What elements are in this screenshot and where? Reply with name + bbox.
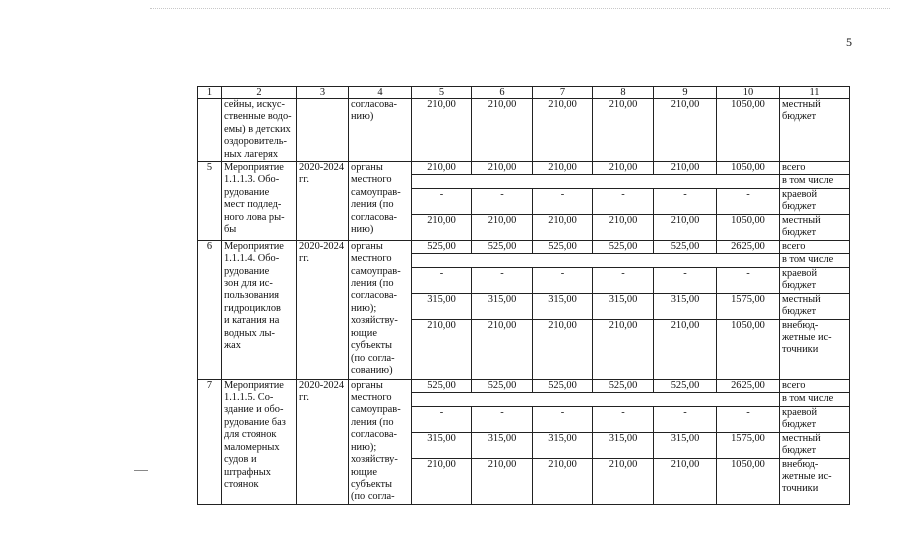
executor-cell-line: нию);: [351, 302, 377, 314]
value-cell: 210,00: [654, 162, 717, 175]
source-cell: [780, 432, 850, 458]
value-cell: 1050,00: [717, 162, 780, 175]
executor-cell-line: ления (по: [351, 416, 394, 428]
table-row: [198, 379, 850, 392]
value-cell: -: [472, 267, 533, 293]
period-cell-line: гг.: [299, 253, 309, 265]
value-cell: 315,00: [533, 293, 593, 319]
measure-name-cell-line: 1.1.1.3. Обо-: [224, 174, 280, 186]
executor-cell-line: ления (по: [351, 199, 394, 211]
measure-name-cell: [222, 99, 297, 162]
value-cell: -: [533, 267, 593, 293]
executor-cell: [349, 379, 412, 504]
measure-name-cell-line: Мероприятие: [224, 240, 284, 252]
measure-name-cell-line: мест подлед-: [224, 199, 282, 211]
measure-name-cell-line: 1.1.1.5. Со-: [224, 392, 274, 404]
executor-cell-line: субъекты: [351, 478, 392, 490]
value-cell: 315,00: [654, 432, 717, 458]
value-cell: 315,00: [472, 432, 533, 458]
source-cell: [780, 99, 850, 162]
measure-name-cell-line: Мероприятие: [224, 379, 284, 391]
value-cell: 315,00: [412, 293, 472, 319]
value-cell: 210,00: [412, 99, 472, 162]
executor-cell-line: (по согла-: [351, 491, 395, 503]
measure-name-cell-line: для стоянок: [224, 429, 277, 441]
executor-cell: [349, 240, 412, 379]
value-cell: 525,00: [654, 240, 717, 253]
source-cell-line: точники: [782, 483, 819, 495]
table-row: [198, 162, 850, 175]
measure-name-cell-line: стоянок: [224, 478, 259, 490]
value-cell: 210,00: [412, 162, 472, 175]
period-cell-line: 2020-2024: [299, 240, 345, 252]
page-number: 5: [846, 35, 852, 49]
value-cell: 525,00: [593, 240, 654, 253]
value-cell: 315,00: [533, 432, 593, 458]
measure-name-cell-line: рудование баз: [224, 416, 286, 428]
value-cell: 210,00: [593, 99, 654, 162]
value-cell: 1050,00: [717, 214, 780, 240]
measure-name-cell-line: маломерных: [224, 441, 280, 453]
source-cell-line: краевой: [782, 267, 818, 279]
value-cell: -: [593, 267, 654, 293]
header-cell-8: 8: [593, 87, 654, 99]
executor-cell-line: согласова-: [351, 211, 397, 223]
value-cell: 210,00: [593, 162, 654, 175]
value-cell: 1575,00: [717, 432, 780, 458]
executor-cell-line: органы: [351, 162, 383, 174]
executor-cell-line: местного: [351, 174, 392, 186]
executor-cell-line: субъекты: [351, 340, 392, 352]
measure-name-cell-line: рудование: [224, 186, 270, 198]
source-cell-line: бюджет: [782, 227, 817, 239]
executor-cell-line: органы: [351, 379, 383, 391]
value-cell: 210,00: [412, 319, 472, 379]
scan-artifact-margin-mark: [134, 470, 148, 471]
measure-name-cell-line: Мероприятие: [224, 162, 284, 174]
header-cell-7: 7: [533, 87, 593, 99]
period-cell: [297, 240, 349, 379]
value-cell: 315,00: [654, 293, 717, 319]
executor-cell-line: нию);: [351, 441, 377, 453]
measure-name-cell-line: судов и: [224, 454, 257, 466]
measure-name-cell-line: гидроциклов: [224, 302, 281, 314]
period-cell: [297, 162, 349, 241]
value-cell: -: [533, 188, 593, 214]
value-cell: 210,00: [533, 214, 593, 240]
value-cell: -: [717, 406, 780, 432]
table-row: [198, 240, 850, 253]
measure-name-cell-line: 1.1.1.4. Обо-: [224, 253, 280, 265]
budget-table: [197, 86, 850, 505]
header-cell-11: 11: [780, 87, 850, 99]
executor-cell-line: сованию): [351, 364, 393, 376]
executor-cell-line: самоуправ-: [351, 404, 401, 416]
source-cell: [780, 293, 850, 319]
value-cell: 210,00: [533, 319, 593, 379]
row-number-cell: 7: [198, 379, 222, 504]
executor-cell-line: нию): [351, 111, 374, 123]
value-cell: -: [412, 188, 472, 214]
value-cell: 210,00: [654, 319, 717, 379]
row-number-cell: [198, 99, 222, 162]
source-cell-line: местный: [782, 293, 821, 305]
value-cell: 315,00: [593, 293, 654, 319]
executor-cell-line: хозяйству-: [351, 454, 398, 466]
source-cell-line: жетные ис-: [782, 332, 832, 344]
value-cell: 210,00: [472, 319, 533, 379]
measure-name-cell-line: здание и обо-: [224, 404, 284, 416]
measure-name-cell-line: оздоровитель-: [224, 136, 287, 148]
row-number-cell: 6: [198, 240, 222, 379]
value-cell: 210,00: [472, 214, 533, 240]
source-cell: [780, 319, 850, 379]
period-cell-line: гг.: [299, 392, 309, 404]
value-cell: -: [472, 406, 533, 432]
measure-name-cell: [222, 379, 297, 504]
source-cell-line: краевой: [782, 406, 818, 418]
measure-name-cell-line: ственные водо-: [224, 111, 292, 123]
value-cell: 2625,00: [717, 379, 780, 392]
value-cell: 210,00: [412, 214, 472, 240]
executor-cell-line: самоуправ-: [351, 186, 401, 198]
measure-name-cell-line: зон для ис-: [224, 278, 273, 290]
value-cell: -: [654, 267, 717, 293]
value-cell: 315,00: [593, 432, 654, 458]
table-body: [198, 87, 850, 505]
source-cell: всего: [780, 240, 850, 253]
executor-cell-line: ющие: [351, 327, 377, 339]
source-cell-line: бюджет: [782, 306, 817, 318]
value-cell: 2625,00: [717, 240, 780, 253]
value-cell: 210,00: [412, 458, 472, 504]
source-cell-line: точники: [782, 344, 819, 356]
source-cell: в том числе: [780, 254, 850, 267]
value-cell: 525,00: [533, 240, 593, 253]
value-cell: 210,00: [472, 162, 533, 175]
value-cell: 525,00: [412, 379, 472, 392]
value-cell: 315,00: [472, 293, 533, 319]
value-cell: 210,00: [654, 458, 717, 504]
empty-values-cell: [412, 175, 780, 188]
measure-name-cell-line: ного лова ры-: [224, 211, 285, 223]
source-cell: [780, 458, 850, 504]
header-cell-2: 2: [222, 87, 297, 99]
value-cell: 210,00: [593, 319, 654, 379]
source-cell-line: бюджет: [782, 111, 817, 123]
executor-cell-line: ления (по: [351, 278, 394, 290]
period-cell-line: гг.: [299, 174, 309, 186]
executor-cell-line: согласова-: [351, 99, 397, 110]
source-cell: всего: [780, 379, 850, 392]
value-cell: 525,00: [472, 240, 533, 253]
measure-name-cell-line: пользования: [224, 290, 280, 302]
value-cell: 210,00: [654, 99, 717, 162]
executor-cell-line: согласова-: [351, 290, 397, 302]
header-cell-6: 6: [472, 87, 533, 99]
header-cell-1: 1: [198, 87, 222, 99]
executor-cell-line: согласова-: [351, 429, 397, 441]
measure-name-cell: [222, 240, 297, 379]
value-cell: -: [412, 267, 472, 293]
value-cell: 525,00: [412, 240, 472, 253]
value-cell: -: [533, 406, 593, 432]
header-cell-9: 9: [654, 87, 717, 99]
value-cell: 210,00: [533, 99, 593, 162]
source-cell-line: местный: [782, 99, 821, 110]
value-cell: 525,00: [593, 379, 654, 392]
value-cell: 525,00: [472, 379, 533, 392]
row-number-cell: 5: [198, 162, 222, 241]
empty-values-cell: [412, 254, 780, 267]
empty-values-cell: [412, 393, 780, 406]
header-cell-10: 10: [717, 87, 780, 99]
value-cell: 315,00: [412, 432, 472, 458]
source-cell-line: внебюд-: [782, 458, 819, 470]
value-cell: -: [717, 267, 780, 293]
source-cell-line: бюджет: [782, 444, 817, 456]
value-cell: 210,00: [654, 214, 717, 240]
source-cell-line: жетные ис-: [782, 471, 832, 482]
source-cell: в том числе: [780, 393, 850, 406]
scan-artifact-top-line: [150, 8, 890, 9]
source-cell-line: бюджет: [782, 201, 817, 213]
value-cell: 210,00: [533, 458, 593, 504]
source-cell: всего: [780, 162, 850, 175]
executor-cell-line: местного: [351, 392, 392, 404]
executor-cell: [349, 162, 412, 241]
source-cell: [780, 188, 850, 214]
value-cell: -: [654, 406, 717, 432]
header-row: [198, 87, 850, 99]
header-cell-3: 3: [297, 87, 349, 99]
value-cell: 210,00: [472, 458, 533, 504]
source-cell: [780, 406, 850, 432]
value-cell: 1050,00: [717, 319, 780, 379]
table-row: [198, 99, 850, 162]
measure-name-cell-line: жах: [224, 340, 241, 352]
value-cell: 210,00: [593, 458, 654, 504]
executor-cell-line: нию): [351, 224, 374, 236]
source-cell-line: местный: [782, 432, 821, 444]
measure-name-cell-line: рудование: [224, 265, 270, 277]
value-cell: 525,00: [533, 379, 593, 392]
value-cell: 1050,00: [717, 99, 780, 162]
measure-name-cell-line: сейны, искус-: [224, 99, 285, 110]
value-cell: 210,00: [593, 214, 654, 240]
value-cell: 1050,00: [717, 458, 780, 504]
executor-cell-line: органы: [351, 240, 383, 252]
period-cell-line: 2020-2024: [299, 379, 345, 391]
source-cell-line: местный: [782, 214, 821, 226]
source-cell-line: бюджет: [782, 418, 817, 430]
value-cell: 210,00: [533, 162, 593, 175]
source-cell-line: краевой: [782, 188, 818, 200]
period-cell: [297, 99, 349, 162]
measure-name-cell: [222, 162, 297, 241]
source-cell: [780, 214, 850, 240]
executor-cell-line: хозяйству-: [351, 315, 398, 327]
executor-cell-line: местного: [351, 253, 392, 265]
measure-name-cell-line: емы) в детских: [224, 123, 291, 135]
measure-name-cell-line: ных лагерях: [224, 148, 279, 160]
source-cell: в том числе: [780, 175, 850, 188]
measure-name-cell-line: водных лы-: [224, 327, 275, 339]
value-cell: -: [412, 406, 472, 432]
source-cell-line: внебюд-: [782, 319, 819, 331]
executor-cell-line: (по согла-: [351, 352, 395, 364]
period-cell-line: 2020-2024: [299, 162, 345, 174]
header-cell-4: 4: [349, 87, 412, 99]
executor-cell: [349, 99, 412, 162]
value-cell: 210,00: [472, 99, 533, 162]
value-cell: -: [472, 188, 533, 214]
value-cell: -: [593, 406, 654, 432]
header-cell-5: 5: [412, 87, 472, 99]
period-cell: [297, 379, 349, 504]
value-cell: -: [654, 188, 717, 214]
measure-name-cell-line: штрафных: [224, 466, 271, 478]
value-cell: 1575,00: [717, 293, 780, 319]
value-cell: -: [717, 188, 780, 214]
value-cell: 525,00: [654, 379, 717, 392]
executor-cell-line: самоуправ-: [351, 265, 401, 277]
value-cell: -: [593, 188, 654, 214]
executor-cell-line: ющие: [351, 466, 377, 478]
measure-name-cell-line: и катания на: [224, 315, 280, 327]
source-cell-line: бюджет: [782, 280, 817, 292]
source-cell: [780, 267, 850, 293]
measure-name-cell-line: бы: [224, 224, 237, 236]
